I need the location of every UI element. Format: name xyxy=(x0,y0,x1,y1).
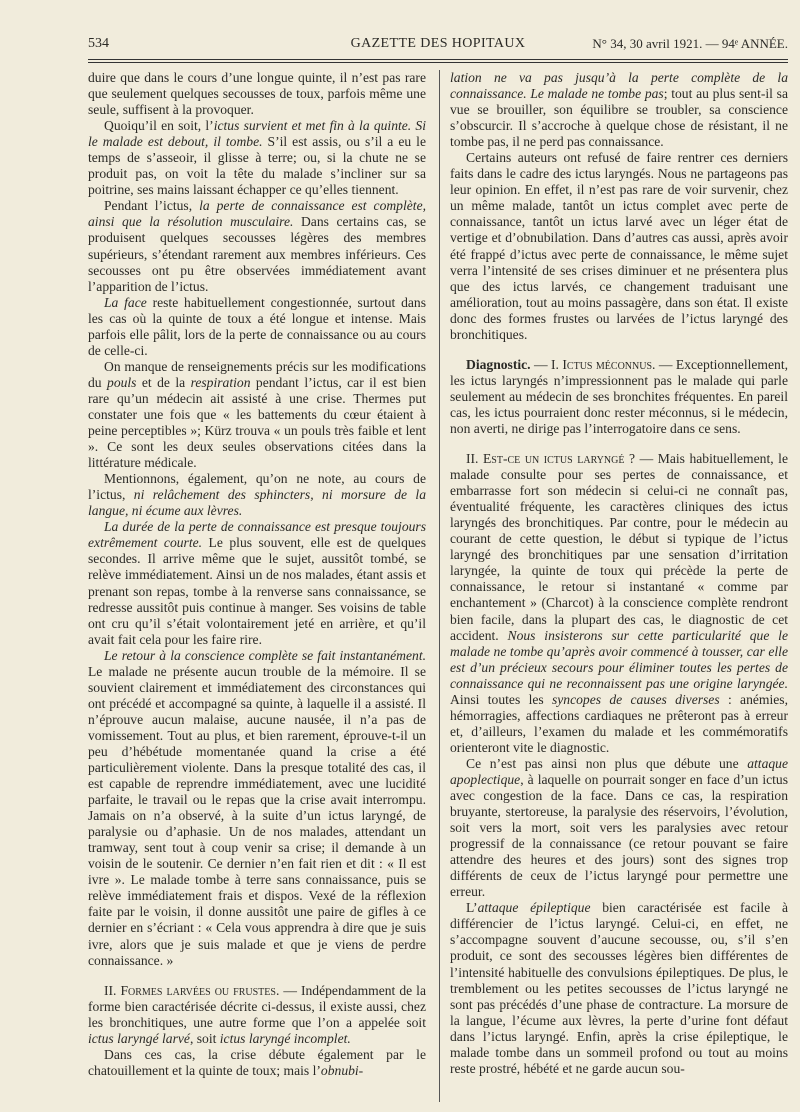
right-column xyxy=(450,70,788,1077)
paragraph: La face reste habituellement congestionnée, surtout dans les cas où la quinte de toux a été longue et intense. Mais parfois elle pâlit, lors de la perte de connaissance ou au cours de celle-ci. xyxy=(88,294,426,358)
paragraph: Mentionnons, également, qu’on ne note, au cours de l’ictus, ni relâchement des sphincters, ni morsure de la langue, ni écume aux lèvres. xyxy=(88,471,426,519)
page-number: 534 xyxy=(88,36,109,51)
paragraph: Dans ces cas, la crise débute également par le chatouillement et la quinte de toux; mais l’obnubi- xyxy=(88,1046,426,1078)
journal-title: GAZETTE DES HOPITAUX xyxy=(350,36,526,51)
column-divider xyxy=(439,70,440,1102)
paragraph: Ce n’est pas ainsi non plus que débute une attaque apoplectique, à laquelle on pourrait songer en face d’un ictus avec congestion de la face. Dans ce cas, la respiration bruyante, stertoreuse, la paralysie des réservoirs, l’évolution, soit vers la mort, soit vers les paralysies avec retour progressif de la connaissance (ce retour pouvant se faire attendre des heures et des jours) sont des signes trop différents de ceux de l’ictus laryngé pour permettre une erreur. xyxy=(450,755,788,900)
paragraph: La durée de la perte de connaissance est presque toujours extrêmement courte. Le plus souvent, elle est de quelques secondes. Il arrive même que le sujet, aussitôt tombé, se relève immédiatement. Ainsi un de nos malades, étant assis et prenant son repas, tombe à la renverse sans connaissance, se redresse aussitôt puis continue à manger. Ses voisins de table ont cru qu’il s’était volontairement jeté en arrière, et qu’il avait fait cela pour les faire rire. xyxy=(88,519,426,647)
paragraph: Quoiqu’il en soit, l’ictus survient et met fin à la quinte. Si le malade est debout, il tombe. S’il est assis, ou s’il a eu le temps de s’asseoir, il glisse à terre; ou, si la chute ne se produit pas, on voit la tête du malade s’incliner sur sa poitrine, ses mains laissant échapper ce qu’elles tiennent. xyxy=(88,118,426,198)
paragraph: On manque de renseignements précis sur les modifications du pouls et de la respiration pendant l’ictus, car il est bien rare qu’un médecin ait assisté à une crise. Thermes put constater une fois que « les battements du cœur étaient à peine perceptibles »; Kürz trouva « un pouls très faible et lent ». Ce sont les deux seules observations citées dans la littérature médicale. xyxy=(88,358,427,471)
section-heading: Diagnostic. xyxy=(466,356,531,372)
paragraph: Pendant l’ictus, la perte de connaissance est complète, ainsi que la résolution musculaire. Dans certains cas, se produisent quelques secousses légères des membres supérieurs, s’étendant rarement aux membres inférieurs. Ces secousses ont pu être observées immédiatement avant l’apparition de l’ictus. xyxy=(88,198,427,294)
paragraph: L’attaque épileptique bien caractérisée est facile à différencier de l’ictus laryngé. Celui-ci, en effet, ne s’accompagne souvent d’aucune secousse, ou, s’il s’en produit, ce sont des secousses légères bien différentes de l’intensité habituelle des convulsions épileptiques. De plus, le tremblement ou les petites secousses de l’ictus laryngé ne sont pas précédés d’une phase de contracture. La morsure de la langue, l’écume aux lèvres, la perte d’urine font défaut dans l’ictus laryngé. Enfin, après la crise épileptique, le malade tombe dans un sommeil profond ou tout au moins reste prostré, hébété et ne garde aucun sou- xyxy=(450,900,788,1076)
header-rule-top xyxy=(88,59,788,60)
paragraph: duire que dans le cours d’une longue quinte, il n’est pas rare que seulement quelques secousses de toux, parfois même une seule, suffisent à la provoquer. xyxy=(88,70,426,118)
issue-date: N° 34, 30 avril 1921. — 94ᵉ ANNÉE. xyxy=(592,36,788,51)
section-heading-paragraph: II. Formes larvées ou frustes. — Indépendamment de la forme bien caractérisée décrite ci-dessus, il existe aussi, chez les bronchitiques, une autre forme que l’on a appelée soit ictus laryngé larvé, soit ictus laryngé incomplet. xyxy=(88,982,426,1046)
paragraph: lation ne va pas jusqu’à la perte complète de la connaissance. Le malade ne tombe pas; tout au plus sent-il sa vue se brouiller, son équilibre se troubler, sa conscience s’obscurcir. Il s’accroche à quelque chose de résistant, il ne tombe pas, il ne perd pas connaissance. xyxy=(450,70,788,150)
header-rule-bottom xyxy=(88,62,788,63)
paragraph: Certains auteurs ont refusé de faire rentrer ces derniers faits dans le cadre des ictus laryngés. Nous ne partageons pas leur opinion. En effet, il n’est pas rare de voir survenir, chez un même malade, tantôt un ictus complet avec perte de connaissance, tantôt un ictus larvé avec un léger état de vertige et d’obnubilation. Dans d’autres cas aussi, après avoir été frappé d’ictus avec perte de connaissance, le même sujet verra l’intensité de ses crises diminuer et ne présentera plus que des ictus larvés, ce changement traduisant une amélioration, tout au moins passagère, dans son état. Il existe donc des formes frustes ou larvées de l’ictus laryngé des bronchitiques. xyxy=(450,150,788,342)
section-heading: II. Formes larvées ou frustes. xyxy=(104,982,280,998)
page-header xyxy=(88,30,788,56)
section-heading-paragraph: Diagnostic. — I. Ictus méconnus. — Exceptionnellement, les ictus laryngés n’impressionnent pas le malade qui parle seulement au médecin de ses bronchites fréquentes. En pareil cas, les ictus pourraient donc rester méconnus, si le médecin, non averti, ne dirige pas l’interrogatoire dans ce sens. xyxy=(450,356,788,436)
left-column xyxy=(88,70,426,1079)
paragraph: Le retour à la conscience complète se fait instantanément. Le malade ne présente aucun trouble de la mémoire. Il se souvient clairement et immédiatement des circonstances qui ont précédé et accompagné sa quinte, à laquelle il a assisté. Il n’éprouve aucun malaise, aucune nausée, il n’a pas de vomissement. Tout au plus, et bien rarement, éprouve-t-il un peu d’hébétude momentanée quand la crise a été particulièrement violente. Dans la presque totalité des cas, il est capable de reprendre immédiatement, avec une lucidité parfaite, le travail ou le repas que la crise avait interrompu. Jamais on n’a observé, à la suite d’un ictus laryngé, de paralysie ou d’aphasie. Un de nos malades, attendant un tramway, sent tout à coup venir sa crise; il demande à un voisin de le soutenir. Ce dernier n’en fait rien et dit : « Il est ivre ». Le malade tombe à terre sans connaissance, puis se relève immédiatement frais et dispos. Vexé de la réflexion faite par le voisin, il donne aussitôt une paire de gifles à ce dernier en s’écriant : « Cela vous apprendra à dire que je suis ivre, alors que je suis malade et que je viens de perdre connaissance. » xyxy=(88,647,426,968)
paragraph: II. Est-ce un ictus laryngé ? — Mais habituellement, le malade consulte pour ses pertes de connaissance, et embarrasse fort son médecin si celui-ci ne connaît pas, éventualité fréquente, les caractères cliniques des ictus laryngés des bronchitiques. Par contre, pour le médecin au courant de cette question, le début si typique de l’ictus laryngé des bronchitiques par une sensation d’irritation laryngée, la quinte de toux qui précède la perte de connaissance, le retour si instantané « comme par enchantement » (Charcot) à la conscience complète rendront bien facile, dans la plupart des cas, le diagnostic de cet accident. Nous insisterons sur cette particularité que le malade ne tombe qu’après avoir commencé à tousser, car elle est d’un précieux secours pour éliminer toutes les pertes de connaissance qui ne reconnaissent pas une origine laryngée. Ainsi toutes les syncopes de causes diverses : anémies, hémorragies, affections cardiaques ne prêteront pas à erreur et, d’ailleurs, l’examen du malade et les commémoratifs orienteront vite le diagnostic. xyxy=(450,451,788,755)
